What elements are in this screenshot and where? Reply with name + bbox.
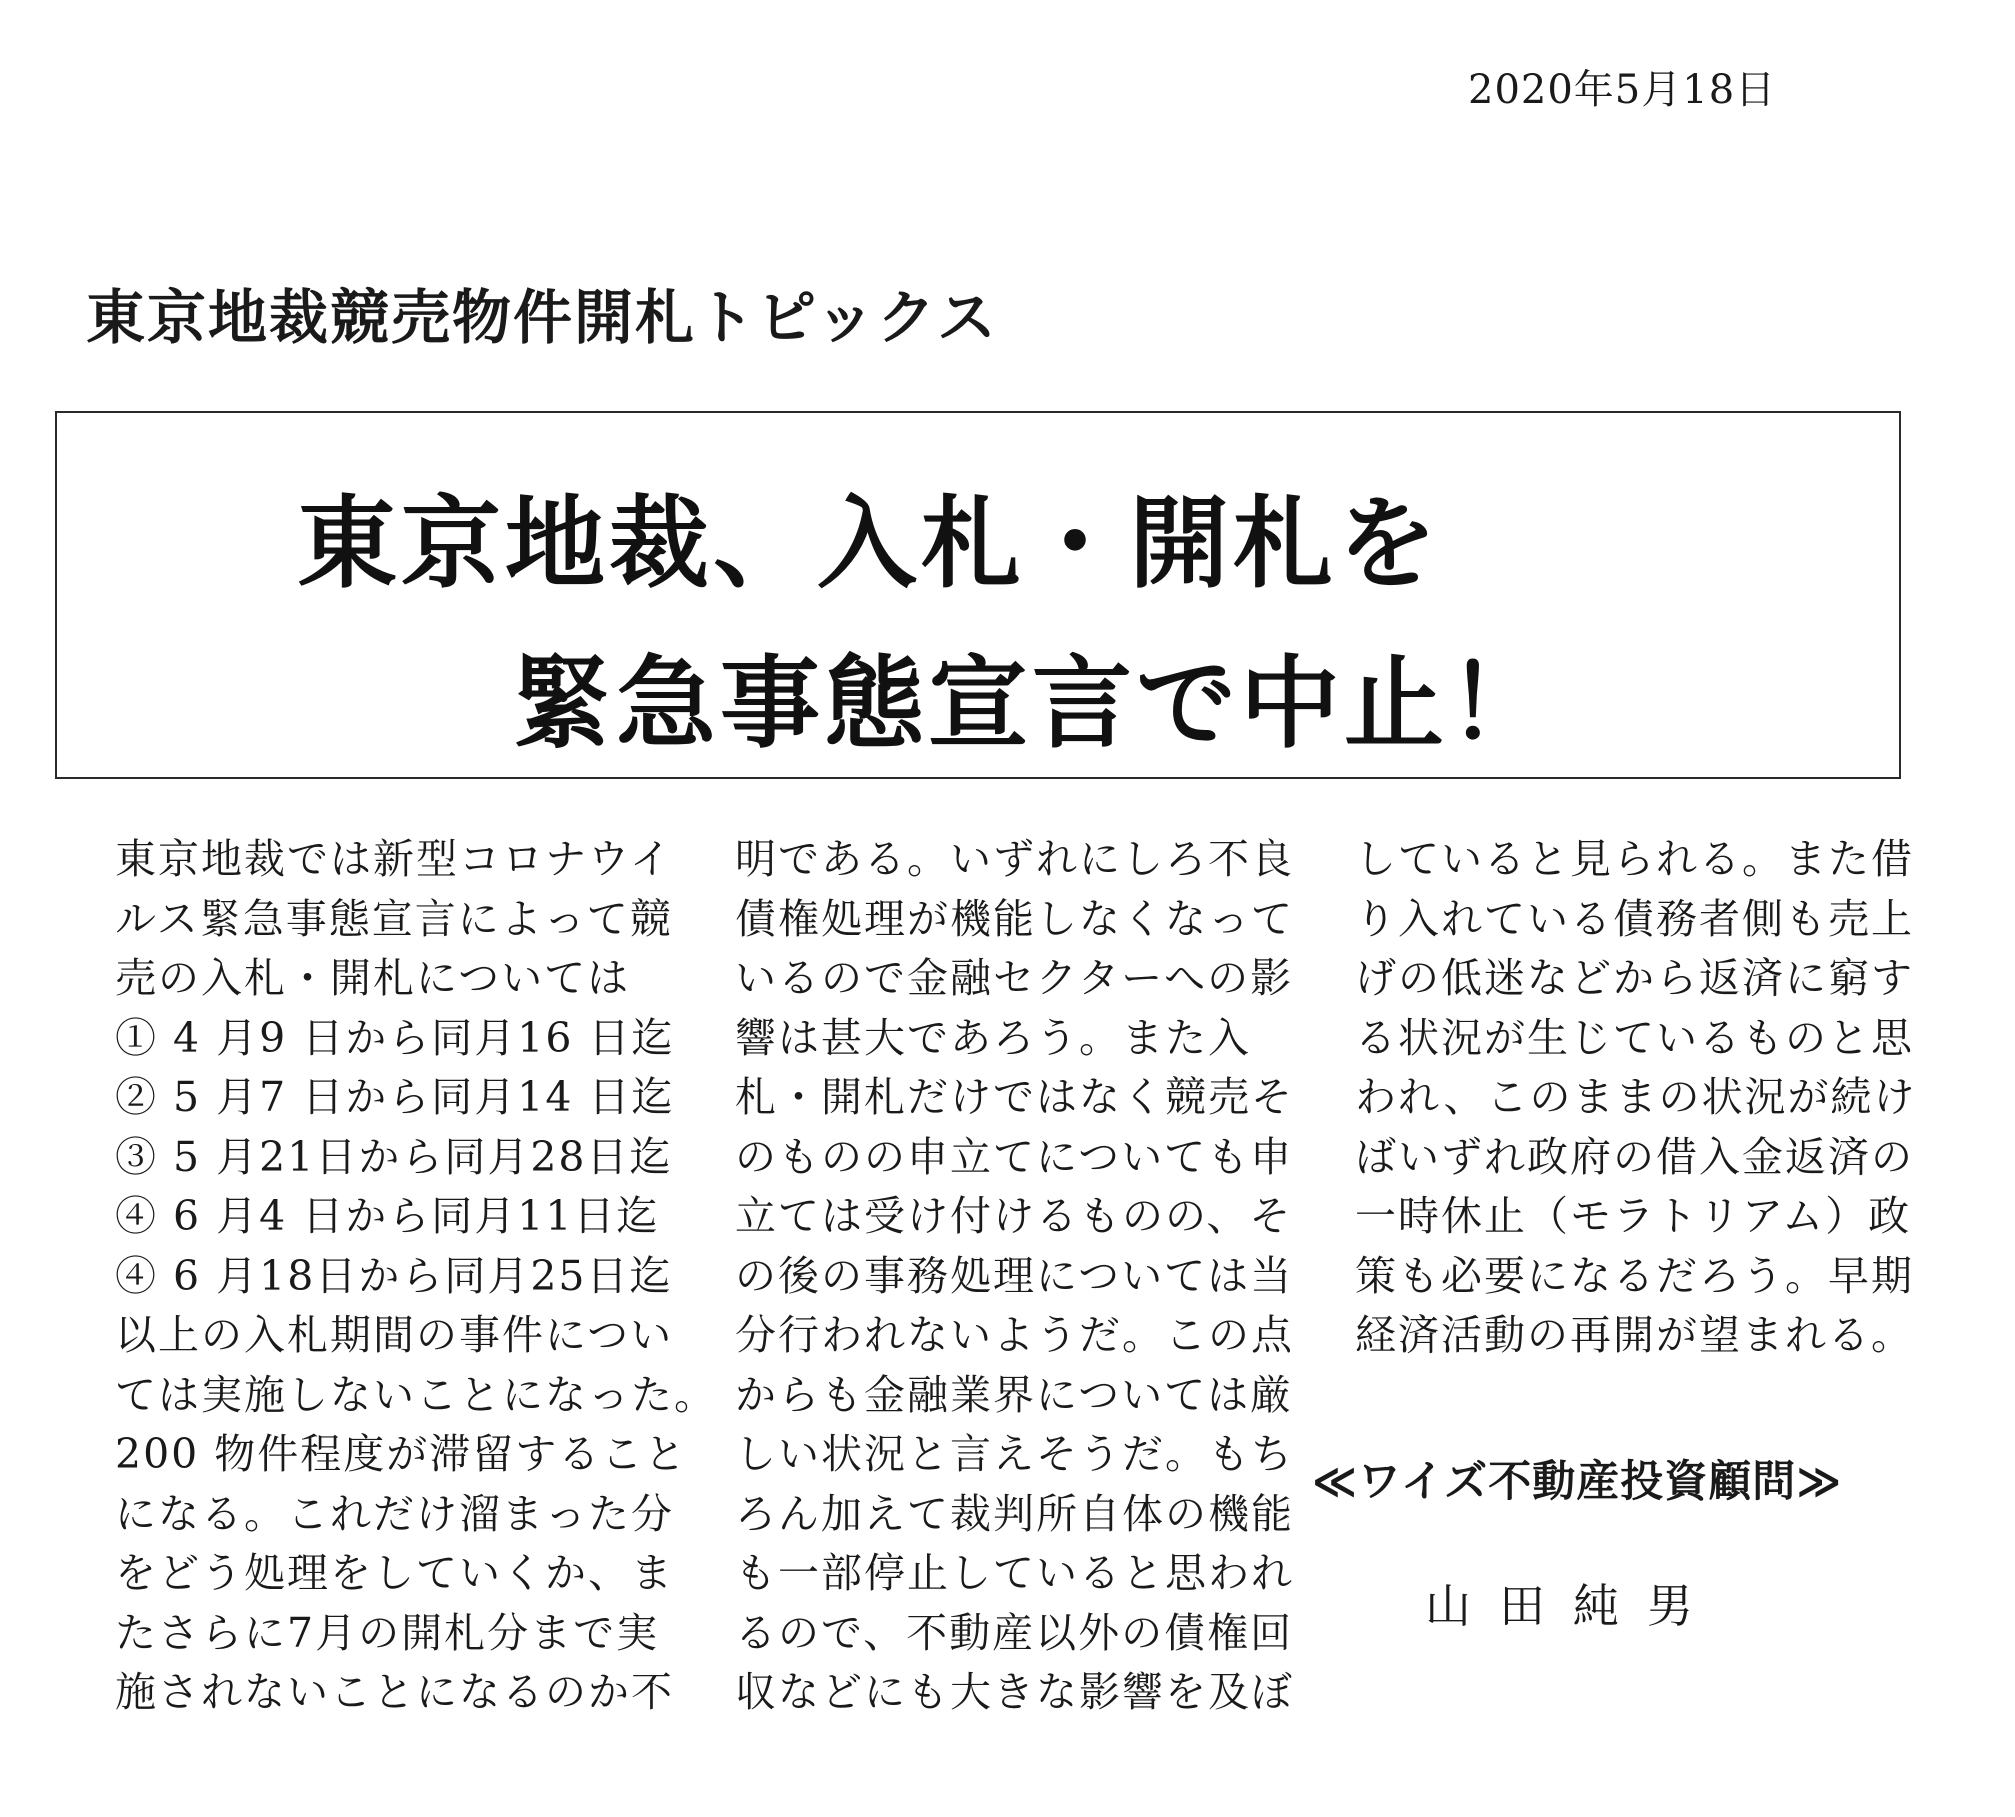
body-text-line: になる。これだけ溜まった分 xyxy=(115,1489,674,1538)
body-text-line: 以上の入札期間の事件につい xyxy=(115,1311,674,1359)
body-column-1 xyxy=(115,830,717,1723)
company-name: ≪ワイズ不動産投資顧問≫ xyxy=(1312,1457,1843,1507)
body-text-line: ④ 6 月18日から同月25日迄 xyxy=(115,1251,673,1300)
body-text-line: からも金融業界については厳 xyxy=(735,1370,1294,1419)
body-text-line: 立ては受け付けるものの、そ xyxy=(735,1192,1293,1240)
body-text-line: 経済活動の再開が望まれる。 xyxy=(1355,1311,1914,1359)
body-text-line: ルス緊急事態宣言によって競 xyxy=(115,894,673,943)
author-name: 山田純男 xyxy=(1425,1579,1721,1633)
body-text-line: げの低迷などから返済に窮す xyxy=(1355,954,1914,1002)
body-text-line: していると見られる。また借 xyxy=(1355,835,1914,883)
body-text-line: ② 5 月7 日から同月14 日迄 xyxy=(115,1073,675,1121)
body-column-3 xyxy=(1355,830,1915,1366)
body-column-2 xyxy=(735,830,1295,1723)
body-text-line: たさらに7月の開札分まで実 xyxy=(115,1608,660,1657)
body-text-line: ① 4 月9 日から同月16 日迄 xyxy=(115,1013,675,1062)
headline-line-1: 東京地裁、入札・開札を xyxy=(297,485,1441,602)
body-text-line: 一時休止（モラトリアム）政 xyxy=(1355,1192,1912,1240)
body-text-line: ては実施しないことになった。 xyxy=(115,1370,717,1419)
body-text-line: ろん加えて裁判所自体の機能 xyxy=(735,1489,1294,1538)
body-text-line: しい状況と言えそうだ。もち xyxy=(735,1430,1294,1478)
body-text-line: のものの申立てについても申 xyxy=(735,1132,1294,1181)
body-text-line: る状況が生じているものと思 xyxy=(1355,1013,1914,1062)
body-text-line: 明である。いずれにしろ不良 xyxy=(735,835,1294,883)
topic-heading: 東京地裁競売物件開札トピックス xyxy=(86,283,999,352)
body-text-line: 響は甚大であろう。また入 xyxy=(735,1013,1251,1062)
body-text-line: 収などにも大きな影響を及ぼ xyxy=(735,1668,1294,1716)
body-text-line: も一部停止していると思われ xyxy=(735,1549,1294,1597)
body-text-line: をどう処理をしていくか、ま xyxy=(115,1549,674,1597)
headline-line-2: 緊急事態宣言で中止！ xyxy=(512,645,1552,762)
body-text-line: 債権処理が機能しなくなって xyxy=(735,894,1294,943)
body-text-line: ④ 6 月4 日から同月11日迄 xyxy=(115,1192,660,1240)
body-text-line: 200 物件程度が滞留すること xyxy=(115,1430,688,1478)
body-text-line: 売の入札・開札については xyxy=(115,954,631,1002)
body-text-line: 策も必要になるだろう。早期 xyxy=(1355,1251,1914,1300)
body-text-line: 札・開札だけではなく競売そ xyxy=(735,1073,1294,1121)
body-text-line: 東京地裁では新型コロナウイ xyxy=(115,835,673,883)
body-text-line: の後の事務処理については当 xyxy=(735,1251,1294,1300)
body-text-line: いるので金融セクターへの影 xyxy=(735,954,1294,1002)
headline-box xyxy=(55,411,1901,779)
body-text-line: ばいずれ政府の借入金返済の xyxy=(1355,1132,1914,1181)
document-date: 2020年5月18日 xyxy=(1468,67,1777,113)
body-text-line: われ、このままの状況が続け xyxy=(1355,1073,1917,1121)
body-text-line: 分行われないようだ。この点 xyxy=(735,1311,1294,1359)
body-text-line: り入れている債務者側も売上 xyxy=(1355,894,1914,943)
body-text-line: ③ 5 月21日から同月28日迄 xyxy=(115,1132,673,1181)
body-text-line: るので、不動産以外の債権回 xyxy=(735,1608,1294,1657)
body-text-line: 施されないことになるのか不 xyxy=(115,1668,674,1716)
